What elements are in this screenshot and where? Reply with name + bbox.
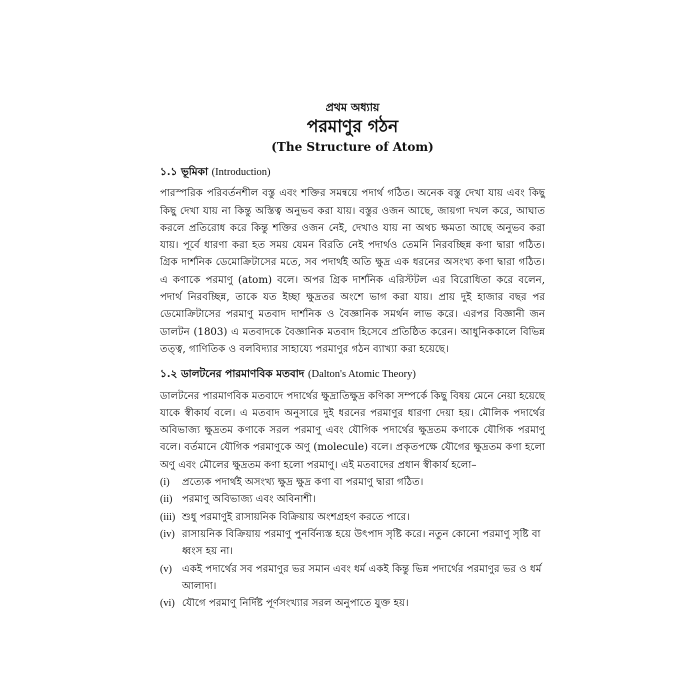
list-item xyxy=(160,595,545,612)
book-page xyxy=(160,100,545,612)
dalton-paragraph: ডালটনের পারমাণবিক মতবাদে পদার্থের ক্ষুদ্রাতিক্ষুদ্র কণিকা সম্পর্কে কিছু বিষয় মেনে নেয়া হয়েছে যাকে স্বীকার্য বলে। এ মতবাদ অনুসারে দুই ধরনের পরমাণুর ধারণা দেয়া হয়। মৌলিক পদার্থের অবিভাজ্য ক্ষুদ্রতম কণাকে সরল পরমাণু এবং যৌগিক পদার্থের ক্ষুদ্রতম কণাকে যৌগিক পরমাণু বলে। বর্তমানে যৌগিক পরমাণুকে অণু (molecule) বলে। প্রকৃতপক্ষে যৌগের ক্ষুদ্রতম কণা হলো অণু এবং মৌলের ক্ষুদ্রতম কণা হলো পরমাণু। এই মতবাদের প্রধান স্বীকার্য হলো– xyxy=(160,390,545,471)
list-item-text: প্রত্যেক পদার্থই অসংখ্য ক্ষুদ্র ক্ষুদ্র কণা বা পরমাণু দ্বারা গঠিত। xyxy=(182,477,424,489)
section-heading-en: (Dalton's Atomic Theory) xyxy=(307,369,416,381)
list-item-text: পরমাণু অবিভাজ্য এবং অবিনাশী। xyxy=(182,494,316,506)
list-item-number: (iv) xyxy=(160,528,175,540)
chapter-title-english: (The Structure of Atom) xyxy=(271,140,434,154)
section-heading-bn: ১.১ ভূমিকা xyxy=(160,166,208,178)
list-item-number: (ii) xyxy=(160,494,173,506)
introduction-paragraph: পারস্পরিক পরিবর্তনশীল বস্তু এবং শক্তির সমন্বয়ে পদার্থ গঠিত। অনেক বস্তু দেখা যায় এবং কিছু কিছু দেখা যায় না কিন্তু অস্তিত্ব অনুভব করা যায়। বস্তুর ওজন আছে, জায়গা দখল করে, আঘাত করলে প্রতিরোধ করে কিন্তু শক্তির ওজন নেই, দেখাও যায় না অথচ ক্ষমতা আছে অনুভব করা যায়। পূর্বে ধারণা করা হত সময় যেমন বিরতি নেই পদার্থও তেমনি নিরবচ্ছিন্ন কণা দ্বারা গঠিত। গ্রিক দার্শনিক ডেমোক্রিটাসের মতে, সব পদার্থই অতি ক্ষুদ্র এক ধরনের অসংখ্য কণা দ্বারা গঠিত। এ কণাকে পরমাণু (atom) বলে। অপর গ্রিক দার্শনিক এরিস্টটল এর বিরোধিতা করে বলেন, পদার্থ নিরবচ্ছিন্ন, তাকে যত ইচ্ছা ক্ষুদ্রতর অংশে ভাগ করা যায়। প্রায় দুই হাজার বছর পর ডেমোক্রিটাসের পরমাণু মতবাদ দার্শনিক ও বৈজ্ঞানিক সমর্থন লাভ করে। এরপর বিজ্ঞানী জন ডালটন (1803) এ মতবাদকে বৈজ্ঞানিক মতবাদ হিসেবে প্রতিষ্ঠিত করেন। আধুনিককালে বিভিন্ন তত্ত্ব, গাণিতিক ও বলবিদ্যার সাহায্যে পরমাণুর গঠন ব্যাখ্যা করা হয়েছে। xyxy=(160,188,545,355)
list-item xyxy=(160,561,545,596)
list-item xyxy=(160,509,545,526)
list-item-number: (vi) xyxy=(160,598,175,610)
list-item-text: যৌগে পরমাণু নির্দিষ্ট পূর্ণসংখ্যার সরল অনুপাতে যুক্ত হয়। xyxy=(182,598,409,610)
section-heading-en: (Introduction) xyxy=(211,167,271,178)
list-item-number: (i) xyxy=(160,477,170,489)
list-item xyxy=(160,491,545,508)
postulates-list xyxy=(160,474,545,612)
section-heading-introduction xyxy=(160,164,545,181)
list-item-text: একই পদার্থের সব পরমাণুর ভর সমান এবং ধর্ম একই কিন্তু ভিন্ন পদার্থের পরমাণুর ভর ও ধর্ম আলাদা। xyxy=(182,563,542,592)
list-item-text: রাসায়নিক বিক্রিয়ায় পরমাণু পুনর্বিন্যস্ত হয়ে উৎপাদ সৃষ্টি করে। নতুন কোনো পরমাণু সৃষ্টি বা ধ্বংস হয় না। xyxy=(182,528,541,558)
list-item-number: (iii) xyxy=(160,511,176,523)
list-item-number: (v) xyxy=(160,563,172,575)
section-heading-bn: ১.২ ডালটনের পারমাণবিক মতবাদ xyxy=(160,368,305,381)
chapter-title: পরমাণুর গঠন xyxy=(306,117,399,137)
list-item-text: শুধু পরমাণুই রাসায়নিক বিক্রিয়ায় অংশগ্রহণ করতে পারে। xyxy=(182,511,410,523)
chapter-label: প্রথম অধ্যায় xyxy=(325,101,380,114)
section-heading-dalton xyxy=(160,366,545,383)
list-item xyxy=(160,474,545,491)
list-item xyxy=(160,526,545,561)
